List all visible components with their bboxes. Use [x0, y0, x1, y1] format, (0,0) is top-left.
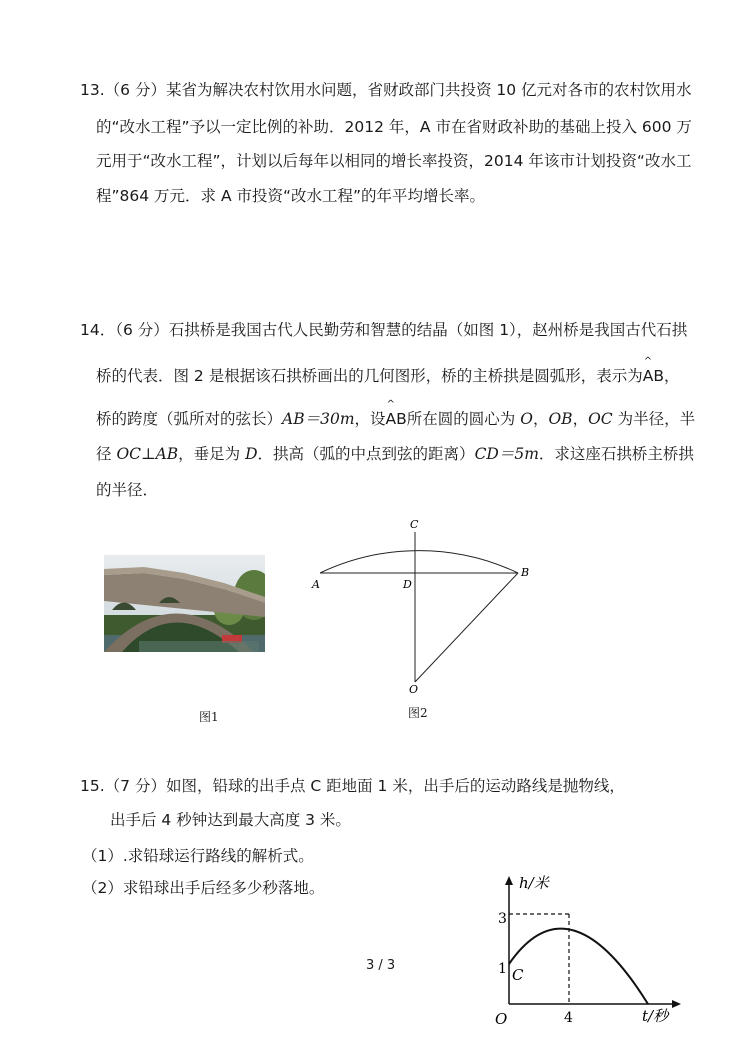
text: 所在圆的圆心为 [406, 410, 521, 428]
q13-line-2: 的“改水工程”予以一定比例的补助．2012 年，A 市在省财政补助的基础上投入 600 万 [96, 118, 692, 136]
text: ，垂足为 [178, 445, 246, 463]
y-tick-3: 3 [498, 911, 507, 927]
label-d: D [403, 578, 412, 591]
label-a: A [312, 578, 320, 591]
label-b: B [521, 566, 530, 579]
label-o: O [409, 683, 419, 696]
arc-ab-symbol: ^ AB [643, 366, 664, 386]
origin-label: O [495, 1010, 508, 1028]
page-number: 3 / 3 [366, 958, 396, 973]
q14-line-5: 的半径． [96, 481, 159, 499]
q14-line-2 [96, 366, 679, 386]
punct: ， [532, 410, 549, 428]
text: 径 [96, 445, 117, 463]
var-oc: OC [588, 410, 613, 428]
q15-part-1: （1）.求铅球运行路线的解析式。 [82, 847, 314, 865]
figure-1-caption: 图1 [199, 710, 219, 724]
y-axis-label: h/米 [519, 874, 549, 892]
x-axis-arrow-icon [672, 1000, 681, 1008]
punct: ， [572, 410, 589, 428]
x-axis-label: t/秒 [642, 1007, 669, 1025]
q13-line-4: 程”864 万元．求 A 市投资“改水工程”的年平均增长率。 [96, 187, 486, 205]
text: ．求这座石拱桥主桥拱 [538, 445, 694, 463]
y-axis-arrow-icon [505, 876, 513, 885]
q14-line-1: 14．（6 分）石拱桥是我国古代人民勤劳和智慧的结晶（如图 1），赵州桥是我国古代石拱 [80, 321, 688, 339]
q14-line-4 [96, 444, 694, 464]
q15-line-2: 出手后 4 秒钟达到最大高度 3 米。 [110, 811, 351, 829]
segment-ob [415, 573, 518, 682]
y-tick-1: 1 [498, 961, 507, 977]
var-d: D [245, 445, 258, 463]
parabola-curve [509, 929, 648, 1004]
punct: ， [663, 367, 680, 385]
parabola-graph [485, 868, 685, 1036]
bridge-photo [104, 555, 265, 652]
var-o: O [520, 410, 533, 428]
q14-line-3-text: 桥的跨度（弧所对的弦长） [96, 410, 283, 428]
x-tick-4: 4 [564, 1010, 573, 1026]
span-equation: AB＝30m [282, 410, 355, 428]
perp-expression: OC⊥AB [116, 445, 179, 463]
text: ，设 [354, 410, 386, 428]
geometry-diagram [300, 510, 550, 700]
point-c-label: C [512, 966, 524, 984]
var-ob: OB [548, 410, 573, 428]
q15-line-1: 15.（7 分）如图，铅球的出手点 C 距地面 1 米，出手后的运动路线是抛物线， [80, 777, 625, 795]
q14-line-2-text: 桥的代表．图 2 是根据该石拱桥画出的几何图形，桥的主桥拱是圆弧形，表示为 [96, 367, 643, 385]
arc-ab-symbol-2: ^ AB [386, 409, 407, 429]
text: 为半径，半 [612, 410, 696, 428]
cd-equation: CD＝5m [474, 445, 539, 463]
q15-part-2: （2）求铅球出手后经多少秒落地。 [82, 879, 325, 897]
text: ．拱高（弧的中点到弦的距离） [257, 445, 475, 463]
q13-line-3: 元用于“改水工程”，计划以后每年以相同的增长率投资，2014 年该市计划投资“改水工 [96, 152, 692, 170]
label-c: C [410, 518, 419, 531]
q13-line-1: 13.（6 分）某省为解决农村饮用水问题，省财政部门共投资 10 亿元对各市的农村饮用水 [80, 81, 692, 99]
q14-line-3 [96, 409, 695, 429]
figure-2-caption: 图2 [408, 706, 428, 720]
